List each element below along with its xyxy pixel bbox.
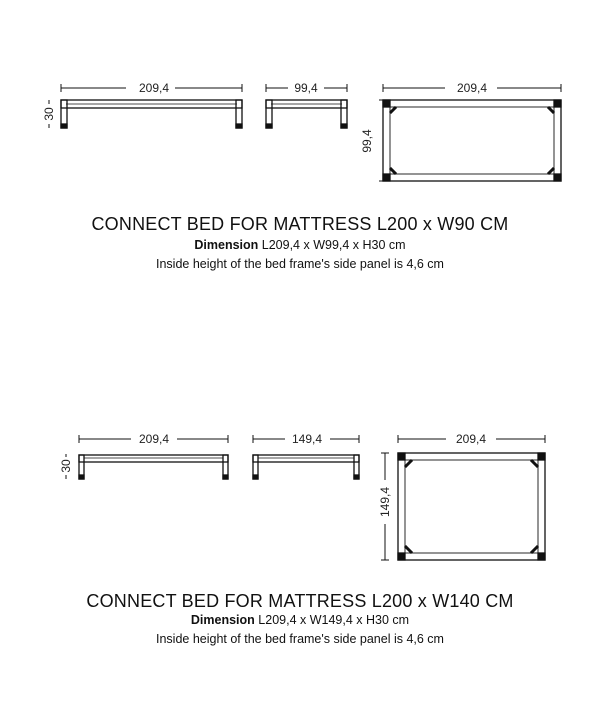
bed-140-height-dimension bbox=[59, 454, 73, 479]
bed-90-end-width-label: 99,4 bbox=[294, 81, 318, 95]
bed-140-side-length-dimension bbox=[79, 432, 228, 446]
bed-140-side-length-label: 209,4 bbox=[138, 432, 170, 446]
bed-90-top-length-dimension bbox=[383, 81, 561, 95]
bed-90-dimension-value: L209,4 x W99,4 x H30 cm bbox=[261, 238, 406, 252]
bed-90-side-length-label: 209,4 bbox=[138, 81, 170, 95]
bed-90-dimension-label: Dimension bbox=[194, 238, 259, 252]
bed-90-note: Inside height of the bed frame's side panel is 4,6 cm bbox=[156, 257, 444, 271]
bed-90-end-view bbox=[266, 100, 347, 128]
bed-140-end-width-dimension bbox=[253, 432, 359, 446]
bed-140-dimension-line bbox=[0, 613, 600, 627]
bed-140-dimension-label: Dimension bbox=[190, 613, 255, 627]
bed-90-dimension-line bbox=[0, 238, 600, 252]
bed-90-drawings bbox=[42, 81, 561, 181]
bed-140-top-width-label: 149,4 bbox=[378, 486, 392, 518]
bed-140-note: Inside height of the bed frame's side panel is 4,6 cm bbox=[156, 632, 444, 646]
bed-90-side-length-dimension bbox=[61, 81, 242, 95]
bed-140-end-view bbox=[253, 455, 359, 479]
bed-90-top-length-label: 209,4 bbox=[456, 81, 488, 95]
bed-90-side-view bbox=[61, 100, 242, 128]
bed-90-top-width-label: 99,4 bbox=[360, 129, 374, 153]
bed-90-height-dimension bbox=[42, 100, 56, 128]
bed-140-drawings bbox=[59, 432, 545, 560]
bed-140-top-width-dimension bbox=[378, 453, 392, 560]
bed-90-title: CONNECT BED FOR MATTRESS L200 x W90 CM bbox=[91, 214, 509, 234]
bed-90-end-width-dimension bbox=[266, 81, 347, 95]
bed-140-dimension-value: L209,4 x W149,4 x H30 cm bbox=[258, 613, 410, 627]
bed-140-height-label: 30 bbox=[59, 459, 73, 473]
bed-140-top-length-label: 209,4 bbox=[455, 432, 487, 446]
bed-90-top-view bbox=[383, 100, 561, 181]
bed-140-top-view bbox=[398, 453, 545, 560]
bed-90-height-label: 30 bbox=[42, 107, 56, 121]
bed-140-top-length-dimension bbox=[398, 432, 545, 446]
bed-140-title: CONNECT BED FOR MATTRESS L200 x W140 CM bbox=[86, 591, 514, 611]
bed-140-side-view bbox=[79, 455, 228, 479]
bed-140-end-width-label: 149,4 bbox=[291, 432, 323, 446]
